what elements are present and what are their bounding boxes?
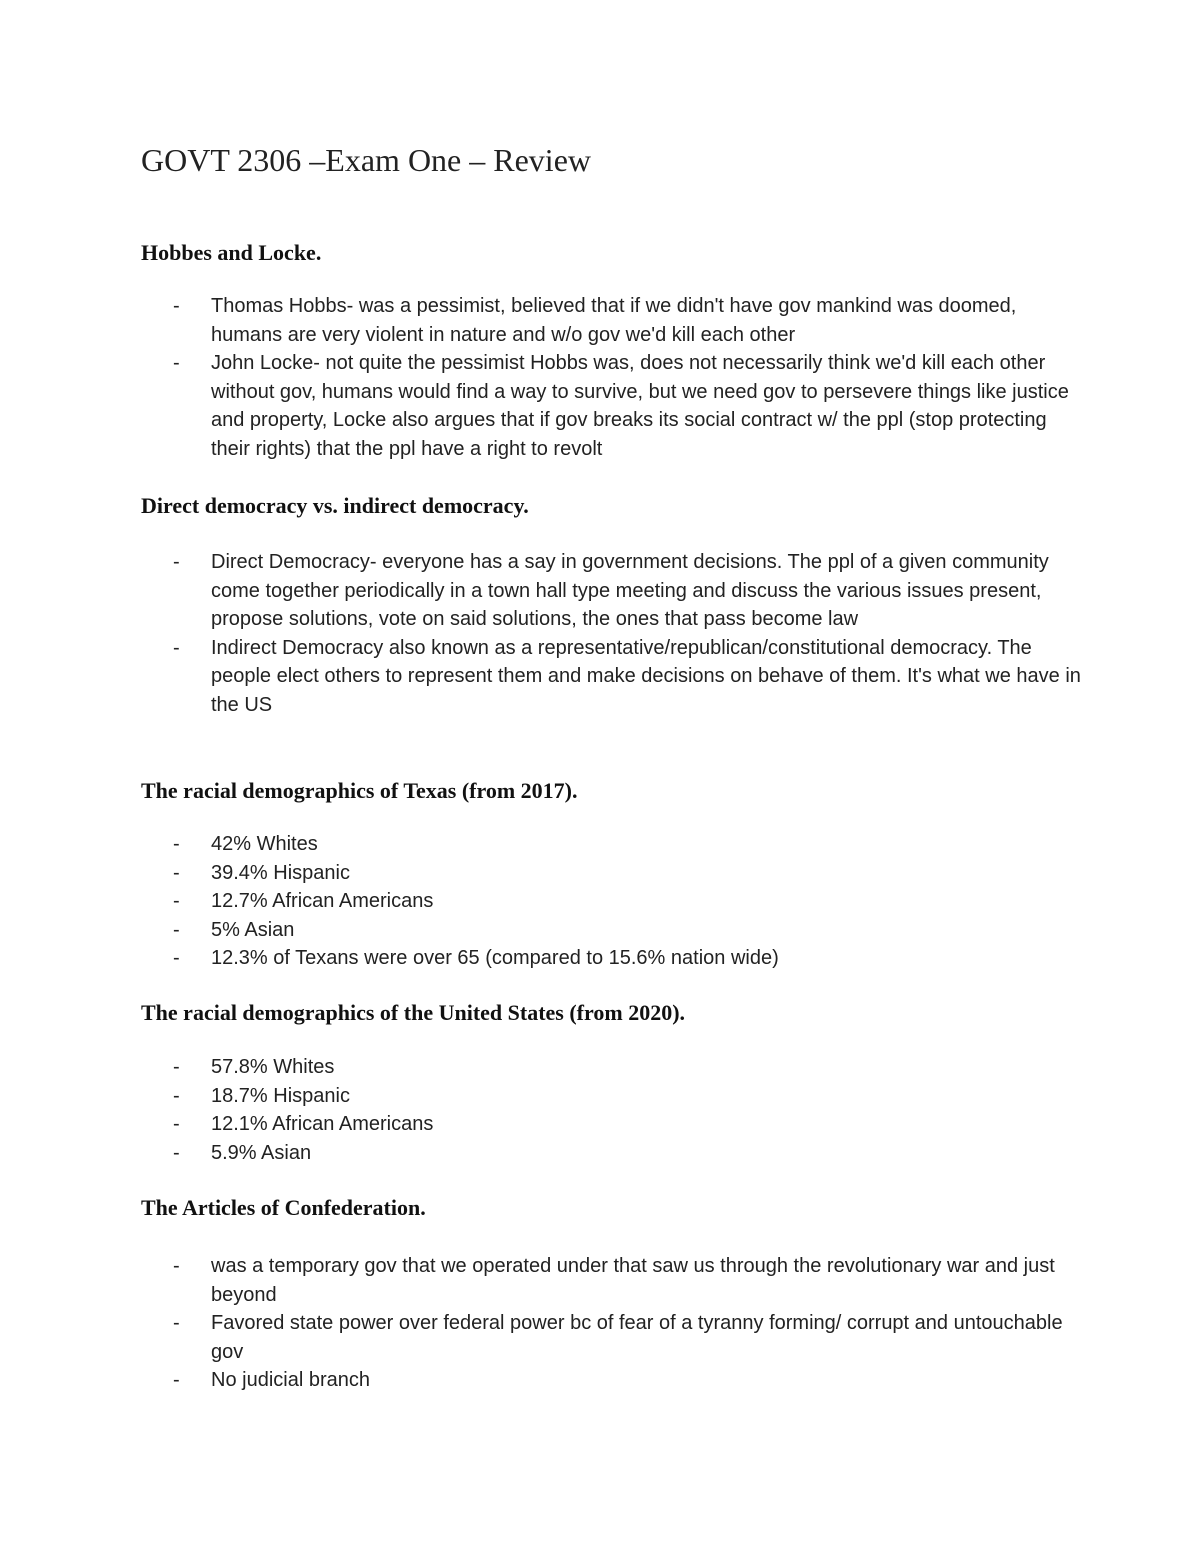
list-item-text: 39.4% Hispanic [211,861,350,884]
list-item-text: Favored state power over federal power bc of fear of a tyranny forming/ corrupt and untouchable gov [211,1312,1063,1363]
list-item [141,1252,1081,1309]
bullet-dash: - [173,890,180,913]
list-item [141,349,1081,463]
section-list-us-demographics [141,1053,1081,1167]
list-item-text: 42% Whites [211,833,318,855]
bullet-dash: - [173,833,180,855]
bullet-dash: - [173,1312,180,1335]
bullet-dash: - [173,1084,180,1107]
list-item [141,859,1081,888]
bullet-dash: - [173,1113,180,1136]
bullet-dash: - [173,551,180,573]
list-item-text: 12.1% African Americans [211,1113,434,1136]
section-list-hobbes-locke [141,292,1081,464]
bullet-dash: - [173,1369,180,1392]
list-item [141,1309,1081,1366]
list-item [141,1053,1081,1082]
list-item [141,1366,1081,1395]
bullet-dash: - [173,918,180,941]
bullet-dash: - [173,947,180,970]
section-heading-articles-of-confederation: The Articles of Confederation. [141,1195,426,1220]
section-list-democracy [141,548,1081,720]
list-item [141,887,1081,916]
list-item-text: 12.7% African Americans [211,890,434,913]
list-item [141,1139,1081,1168]
list-item [141,916,1081,945]
list-item-text: No judicial branch [211,1369,370,1392]
list-item [141,548,1081,634]
list-item-text: Indirect Democracy also known as a representative/republican/constitutional democracy. The people elect others to represent them and make decisions on behave of them. It's what we have in the US [211,636,1081,716]
bullet-dash: - [173,1255,180,1277]
bullet-dash: - [173,861,180,884]
section-heading-texas-demographics: The racial demographics of Texas (from 2017). [141,778,578,803]
bullet-dash: - [173,295,180,317]
section-heading-democracy: Direct democracy vs. indirect democracy. [141,493,529,518]
list-item-text: 5.9% Asian [211,1141,312,1164]
section-heading-hobbes-locke: Hobbes and Locke. [141,240,322,265]
bullet-dash: - [173,352,180,375]
section-heading-us-demographics: The racial demographics of the United States (from 2020). [141,1000,686,1025]
list-item [141,830,1081,859]
list-item-text: 57.8% Whites [211,1056,335,1078]
list-item-text: 5% Asian [211,918,295,941]
list-item-text: 18.7% Hispanic [211,1084,350,1107]
document-title: GOVT 2306 –Exam One – Review [141,142,591,178]
list-item-text: John Locke- not quite the pessimist Hobbs was, does not necessarily think we'd kill each other without gov, humans would find a way to survive, but we need gov to persevere things like justice and property, Locke also argues that if gov breaks its social contract w/ the ppl (stop protecting their rights) that the ppl have a right to revolt [211,352,1069,460]
list-item-text: Direct Democracy- everyone has a say in government decisions. The ppl of a given community come together periodically in a town hall type meeting and discuss the various issues present, propose solutions, vote on said solutions, the ones that pass become law [211,551,1049,631]
list-item [141,634,1081,720]
list-item [141,1110,1081,1139]
bullet-dash: - [173,1056,180,1078]
section-list-articles-of-confederation [141,1252,1081,1395]
list-item-text: was a temporary gov that we operated under that saw us through the revolutionary war and just beyond [211,1255,1055,1306]
list-item-text: Thomas Hobbs- was a pessimist, believed that if we didn't have gov mankind was doomed, humans are very violent in nature and w/o gov we'd kill each other [211,295,1017,346]
bullet-dash: - [173,636,180,659]
list-item [141,1082,1081,1111]
list-item-text: 12.3% of Texans were over 65 (compared to 15.6% nation wide) [211,947,779,970]
list-item [141,944,1081,973]
section-list-texas-demographics [141,830,1081,973]
bullet-dash: - [173,1141,180,1164]
list-item [141,292,1081,349]
